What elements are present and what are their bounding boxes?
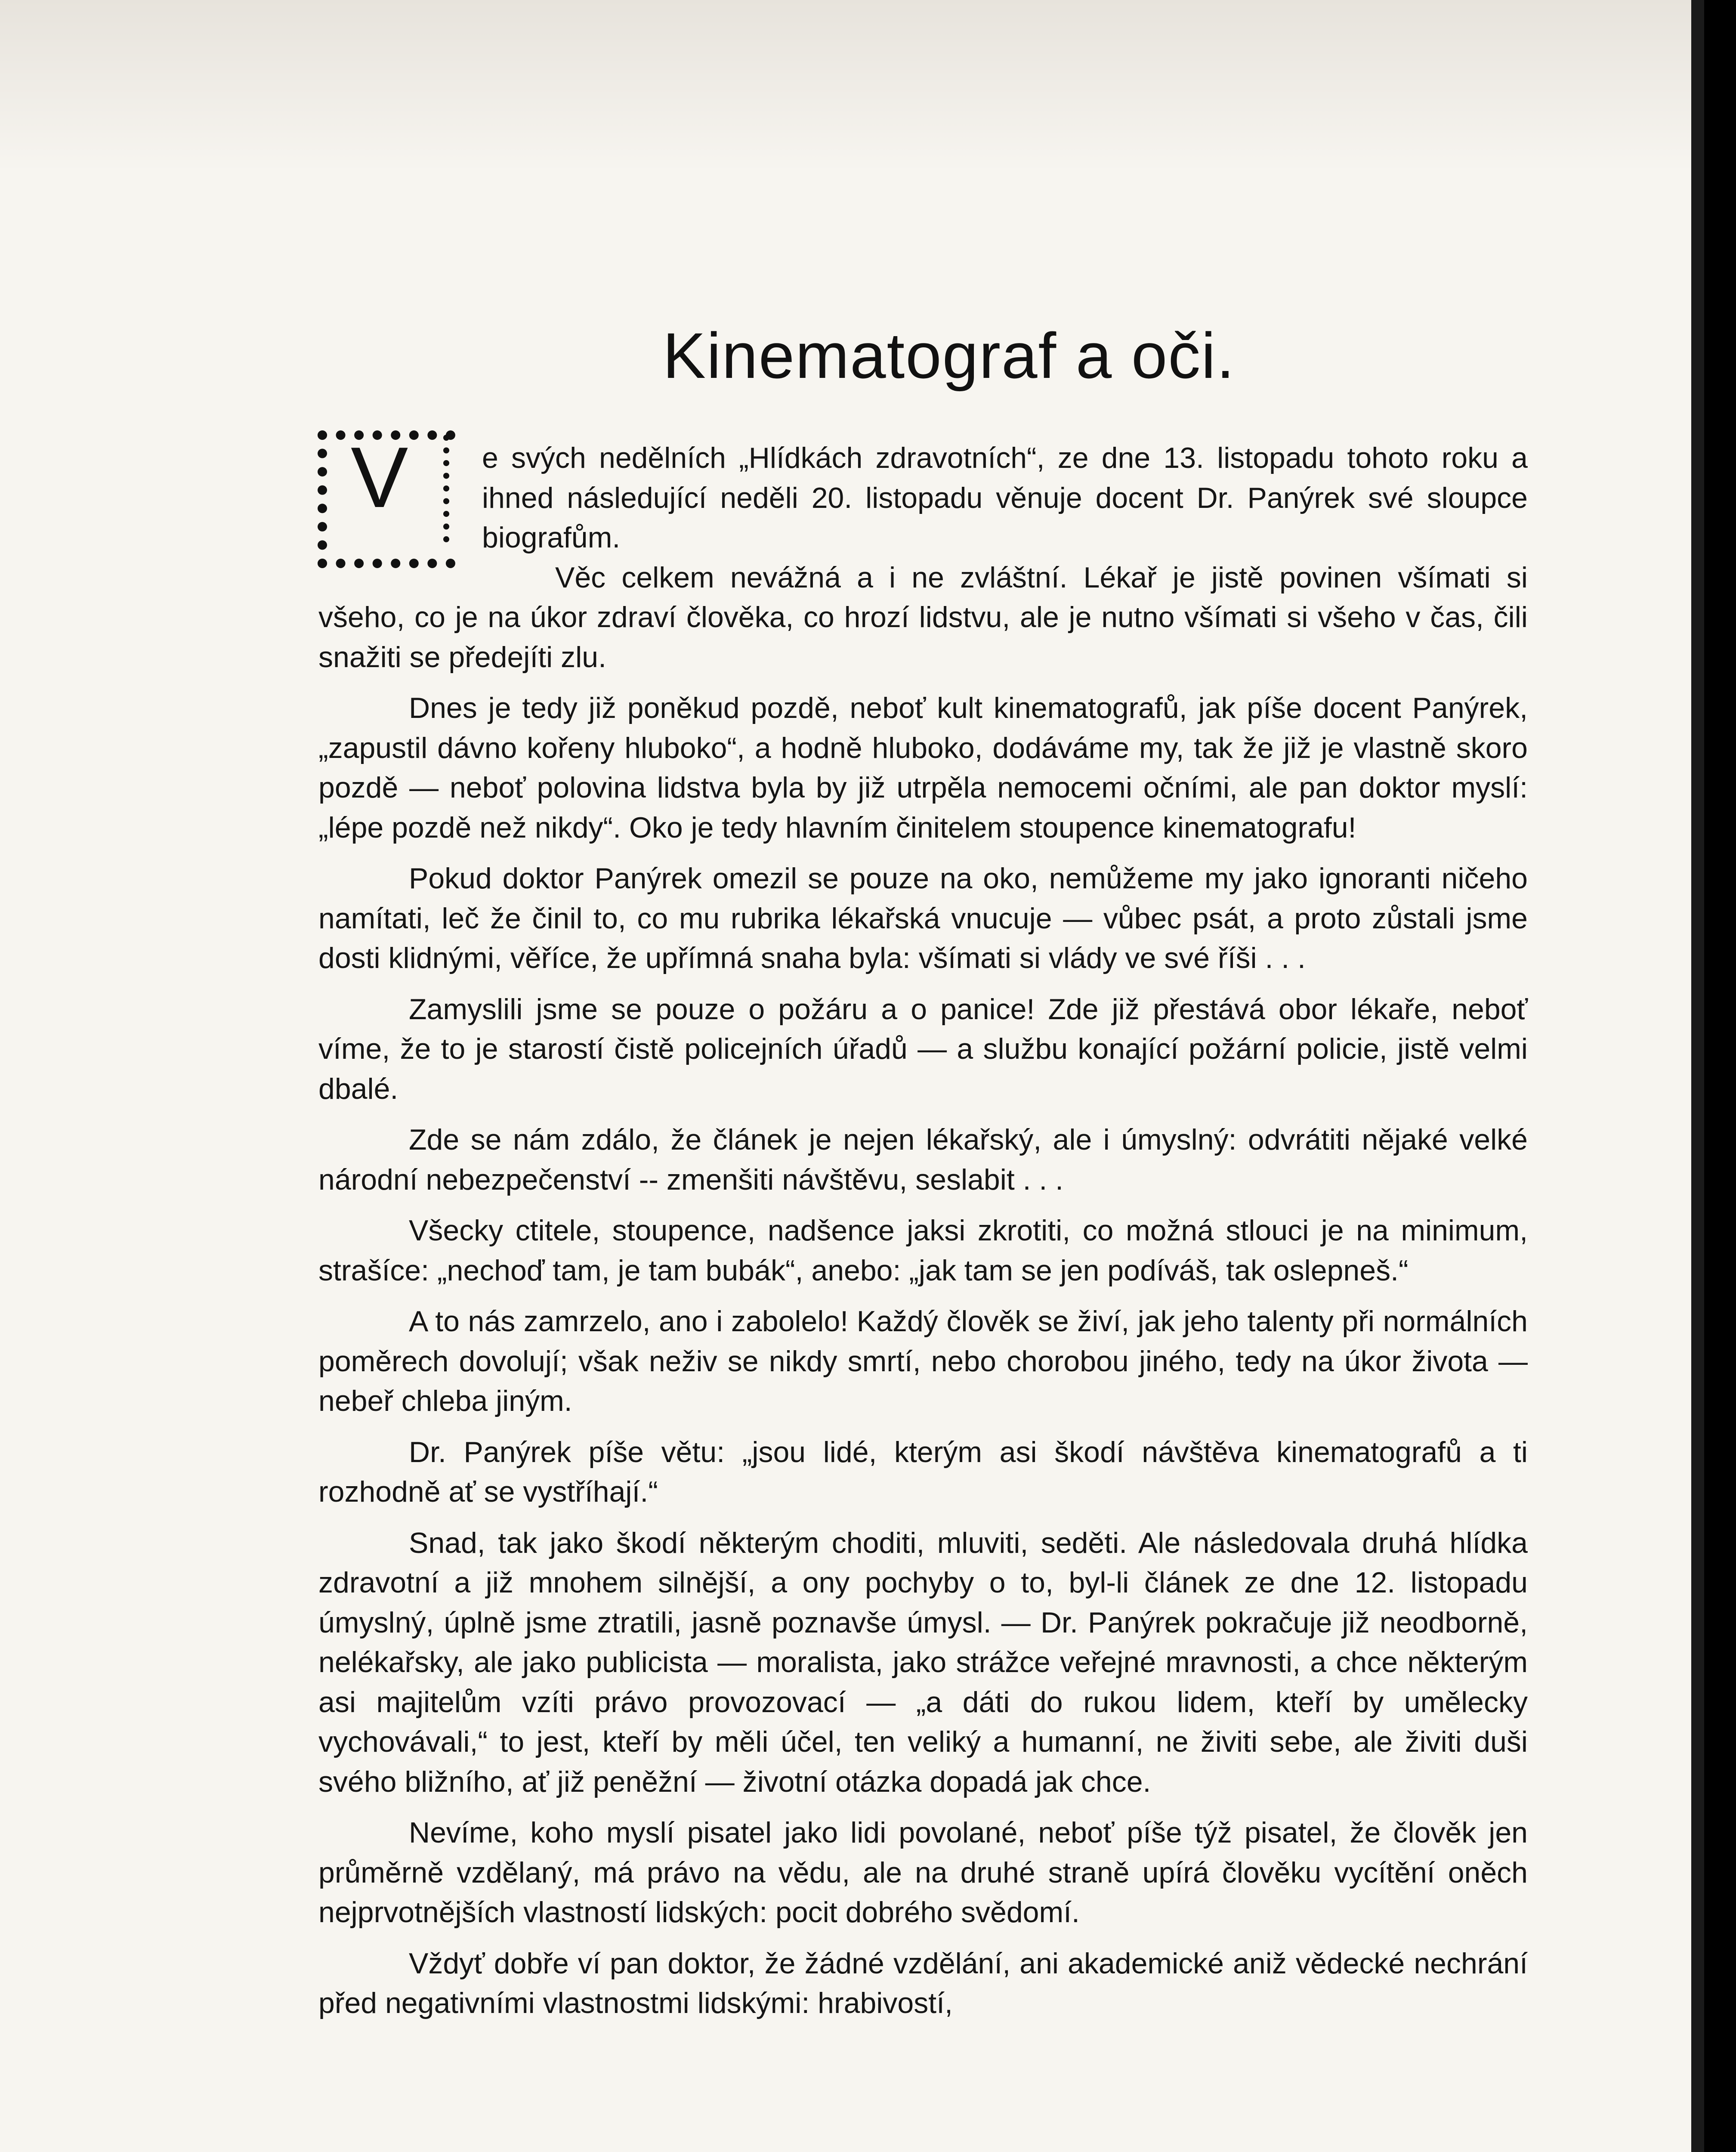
paragraph-4: Zamyslili jsme se pouze o požáru a o panice! Zde již přestává obor lékaře, neboť víme, že to je starostí čistě policejních úřadů — a službu konající požární policie, jistě velmi dbalé. — [318, 993, 1528, 1105]
paragraph-6: Všecky ctitele, stoupence, nadšence jaksi zkrotiti, co možná stlouci je na minimum, strašíce: „nechoď tam, je tam bubák“, anebo: „jak tam se jen podíváš, tak oslepneš.“ — [318, 1214, 1528, 1287]
paragraph-1: Věc celkem nevážná a i ne zvláštní. Lékař je jistě povinen všímati si všeho, co je na úkor zdraví člověka, co hrozí lidstvu, ale je nutno všímati si všeho v čas, čili snažiti se předejíti zlu. — [318, 561, 1528, 674]
paper-shading — [0, 0, 1704, 172]
dropcap-letter: V — [351, 430, 408, 526]
article-body — [318, 438, 1528, 2023]
paragraph-9: Snad, tak jako škodí některým choditi, mluviti, seděti. Ale následovala druhá hlídka zdravotní a již mnohem silnější, a ony pochyby o to, byl-li článek ze dne 12. listopadu úmyslný, úplně jsme ztratili, jasně poznavše úmysl. — Dr. Panýrek pokračuje již neodborně, nelékařsky, ale jako publicista — moralista, jako strážce veřejné mravnosti, a chce některým asi majitelům vzíti právo provozovací — „a dáti do rukou lidem, kteří by umělecky vychovávali,“ to jest, kteří by měli účel, ten veliký a humanní, ne živiti sebe, ale živiti duši svého bližního, ať již peněžní — životní otázka dopadá jak chce. — [318, 1526, 1528, 1798]
paragraph-7: A to nás zamrzelo, ano i zabolelo! Každý člověk se živí, jak jeho talenty při normálních poměrech dovolují; však neživ se nikdy smrtí, nebo chorobou jiného, tedy na úkor života — nebeř chleba jiným. — [318, 1305, 1528, 1417]
paragraph-3: Pokud doktor Panýrek omezil se pouze na oko, nemůžeme my jako ignoranti ničeho namítati, leč že činil to, co mu rubrika lékařská vnucuje — vůbec psát, a proto zůstali jsme dosti klidnými, věříce, že upřímná snaha byla: všímati si vlády ve své říši . . . — [318, 862, 1528, 974]
paragraph-8: Dr. Panýrek píše větu: „jsou lidé, kterým asi škodí návštěva kinematografů a ti rozhodně ať se vystříhají.“ — [318, 1435, 1528, 1508]
intro-text: e svých nedělních „Hlídkách zdravotních“, ze dne 13. listopadu tohoto roku a ihned následující neděli 20. listopadu věnuje docent Dr. Panýrek své sloupce biografům. — [482, 442, 1528, 554]
paragraph-11: Vždyť dobře ví pan doktor, že žádné vzdělání, ani akademické aniž vědecké nechrání před negativními vlastnostmi lidskými: hrabivostí, — [318, 1947, 1528, 2019]
paragraph-10: Nevíme, koho myslí pisatel jako lidi povolané, neboť píše týž pisatel, že člověk jen průměrně vzdělaný, má právo na vědu, ale na druhé straně upírá člověku vycítění oněch nejprvotnějších vlastností lidských: pocit dobrého svědomí. — [318, 1816, 1528, 1929]
article-title: Kinematograf a oči. — [663, 319, 1236, 392]
intro-paragraph — [318, 438, 1528, 558]
paragraph-5: Zde se nám zdálo, že článek je nejen lékařský, ale i úmyslný: odvrátiti nějaké velké národní nebezpečenství -- zmenšiti návštěvu, seslabit . . . — [318, 1123, 1528, 1196]
paragraph-2: Dnes je tedy již poněkud pozdě, neboť kult kinematografů, jak píše docent Panýrek, „zapustil dávno kořeny hluboko“, a hodně hluboko, dodáváme my, tak že již je vlastně skoro pozdě — neboť polovina lidstva byla by již utrpěla nemocemi očními, ale pan doktor myslí: „lépe pozdě než nikdy“. Oko je tedy hlavním činitelem stoupence kinematografu! — [318, 692, 1528, 844]
